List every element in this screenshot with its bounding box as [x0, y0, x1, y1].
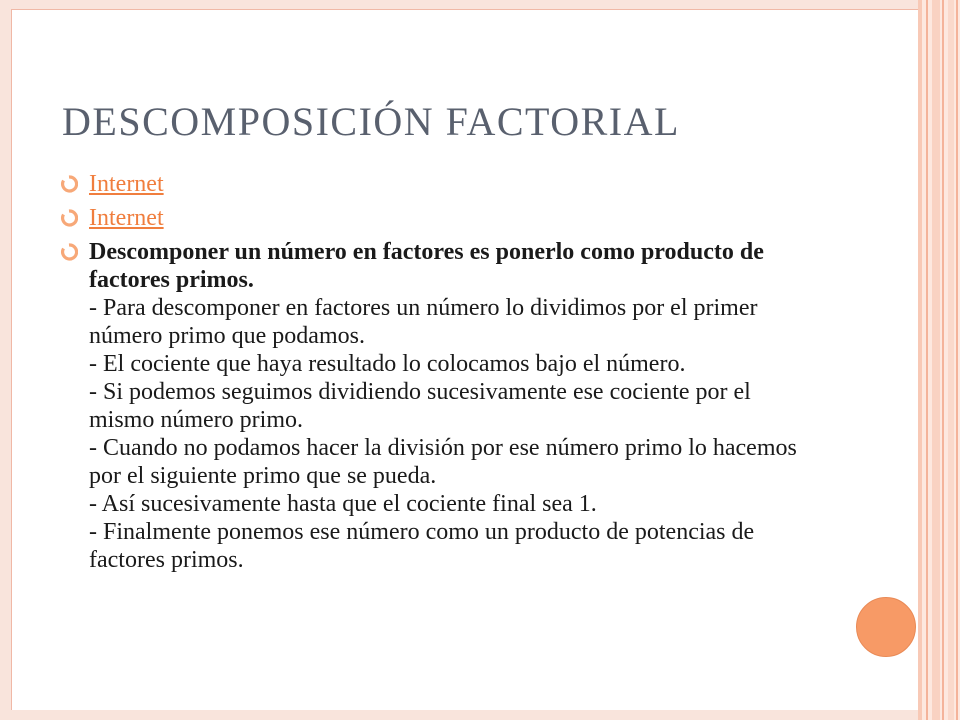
step-text: - Para descomponer en factores un número lo dividimos por el primer número primo que podamos. [89, 295, 758, 349]
list-item [60, 204, 820, 232]
frame-top [0, 0, 960, 9]
step-text: - Si podemos seguimos dividiendo sucesivamente ese cociente por el mismo número primo. [89, 379, 751, 433]
stripe [942, 0, 944, 720]
bullet-ring-icon [60, 175, 78, 193]
internet-link[interactable]: Internet [89, 205, 164, 231]
step-text: - El cociente que haya resultado lo colocamos bajo el número. [89, 351, 686, 377]
slide-title: DESCOMPOSICIÓN FACTORIAL [62, 99, 680, 144]
bullet-list [60, 170, 820, 574]
step-text: - Finalmente ponemos ese número como un producto de potencias de factores primos. [89, 519, 755, 573]
stripe [932, 0, 940, 720]
stripe [926, 0, 928, 720]
internet-link[interactable]: Internet [89, 171, 164, 197]
list-item [60, 170, 820, 198]
stripe [918, 0, 922, 720]
frame-bottom [0, 710, 960, 720]
step-text: - Así sucesivamente hasta que el cociente final sea 1. [89, 491, 597, 517]
step-text: - Cuando no podamos hacer la división por ese número primo lo hacemos por el siguiente primo que se pueda. [89, 435, 797, 489]
main-statement: Descomponer un número en factores es ponerlo como producto de factores primos. [89, 239, 764, 293]
stripe [956, 0, 958, 720]
list-item [60, 238, 820, 574]
orange-circle-decoration [856, 597, 916, 657]
bullet-ring-icon [60, 209, 78, 227]
frame-left [0, 0, 11, 720]
bullet-ring-icon [60, 243, 78, 261]
stripe [948, 0, 954, 720]
